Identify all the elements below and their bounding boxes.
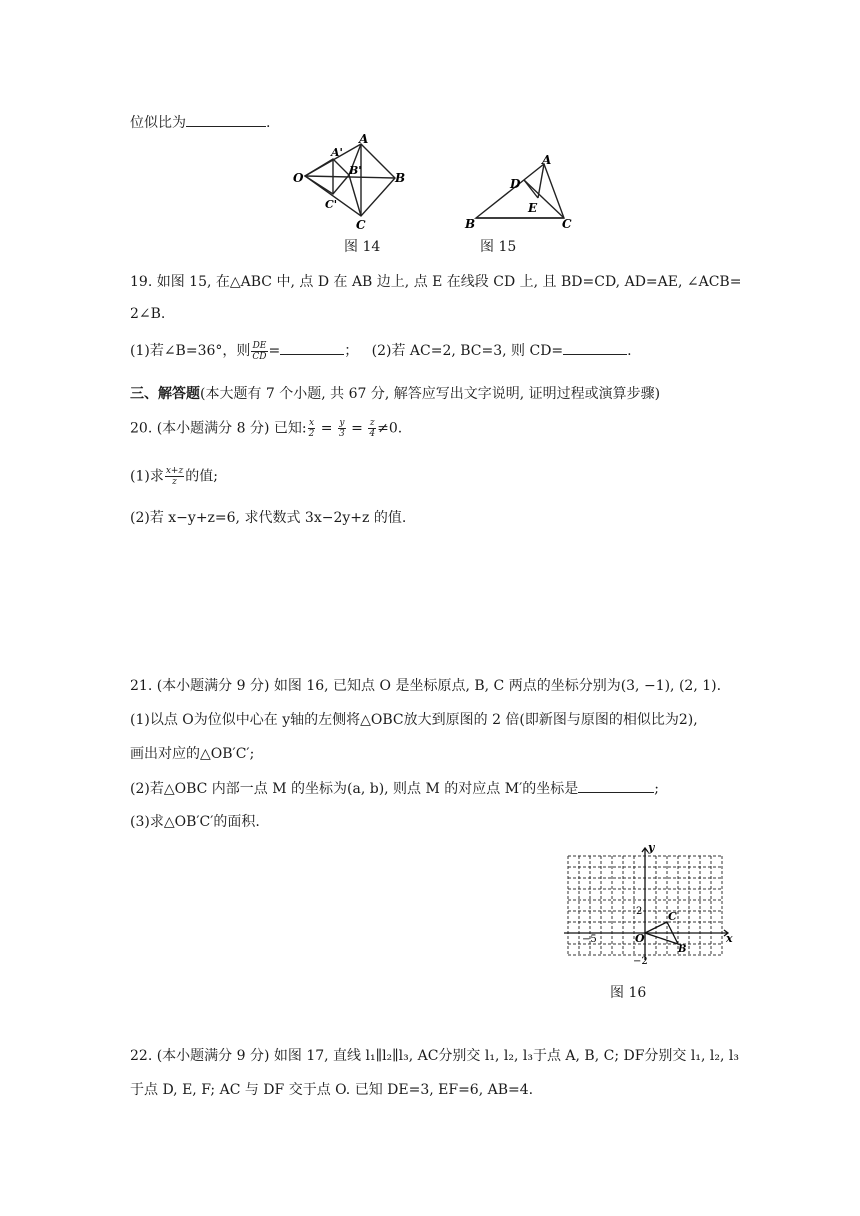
- q20-header: 20. (本小题满分 8 分) 已知: $\frac{x}{2}$ = $\frac{y}{3}$ = $\frac{z}{4}$ ≠0.: [130, 418, 403, 439]
- q20-frac3-den: 4: [369, 429, 376, 439]
- fig15-label-B: B: [465, 217, 476, 231]
- fig14-label-A: A: [359, 134, 369, 146]
- fig15-label-D: D: [510, 177, 521, 191]
- q20-part1-den: z: [172, 477, 177, 487]
- fig16-label-2: 2: [636, 906, 643, 917]
- q19-answer2-blank[interactable]: [563, 340, 627, 355]
- fig14-label-O: O: [293, 171, 304, 185]
- q20-part2: (2)若 x−y+z=6, 求代数式 3x−2y+z 的值.: [130, 510, 407, 526]
- section3-title: 三、解答题: [130, 386, 200, 402]
- q21-answer-blank[interactable]: [578, 778, 654, 793]
- q21-line2: (1)以点 O为位似中心在 y轴的左侧将△OBC放大到原图的 2 倍(即新图与原图的相似比为2),: [130, 712, 698, 728]
- fig14-label-B: B: [395, 171, 406, 185]
- q19-fraction: [251, 341, 267, 362]
- q20-part1-num: x+z: [165, 466, 184, 476]
- figure-16-grid: [560, 838, 740, 968]
- q20-header-text: 20. (本小题满分 8 分) 已知:: [130, 420, 307, 437]
- fig16-label-B: B: [678, 944, 687, 955]
- fig14-caption: 图 14: [344, 239, 381, 255]
- q19-answer1-blank[interactable]: [280, 340, 344, 355]
- q20-eq-tail: ≠0.: [377, 420, 403, 437]
- q22-line1: 22. (本小题满分 9 分) 如图 17, 直线 l₁∥l₂∥l₃, AC分别交 l₁, l₂, l₃于点 A, B, C; DF分别交 l₁, l₂, l₃: [130, 1048, 739, 1064]
- fig15-label-C: C: [562, 217, 572, 231]
- fig14-label-C1: C': [325, 198, 338, 211]
- fig14-label-B1: B': [349, 164, 362, 177]
- q20-frac2: [338, 418, 346, 439]
- q22-line2: 于点 D, E, F; AC 与 DF 交于点 O. 已知 DE=3, EF=6, AB=4.: [130, 1082, 534, 1098]
- fig16-caption: 图 16: [610, 985, 647, 1001]
- q19-part1-eq: =: [268, 343, 281, 359]
- q20-frac3-num: z: [369, 418, 375, 428]
- q18-text: 位似比为: [130, 115, 186, 131]
- q21-line4: [130, 778, 659, 799]
- fig14-label-C: C: [356, 218, 366, 232]
- fig16-label-neg5: −5: [582, 934, 597, 945]
- fig15-caption: 图 15: [480, 239, 517, 255]
- q19-frac-den: CD: [252, 351, 267, 362]
- q19-sep: ；: [344, 343, 359, 359]
- fig15-label-A: A: [542, 153, 552, 167]
- q20-frac1-num: x: [308, 418, 315, 428]
- q21-line1: 21. (本小题满分 9 分) 如图 16, 已知点 O 是坐标原点, B, C 两点的坐标分别为(3, −1), (2, 1).: [130, 678, 722, 694]
- section3-heading: [130, 384, 660, 404]
- q20-frac1: [308, 418, 316, 439]
- q20-part1-suffix: 的值;: [185, 468, 218, 485]
- q20-frac3: [368, 418, 376, 439]
- q20-frac1-den: 2: [308, 429, 315, 439]
- q19-parts: [130, 340, 632, 362]
- q19-line1: 19. 如图 15, 在△ABC 中, 点 D 在 AB 边上, 点 E 在线段 CD 上, 且 BD=CD, AD=AE, ∠ACB=: [130, 274, 742, 290]
- fig15-label-E: E: [528, 201, 538, 215]
- q20-frac2-num: y: [339, 418, 345, 428]
- fig14-label-A1: A': [331, 146, 343, 159]
- fig16-label-neg2: −2: [633, 956, 648, 967]
- q20-frac2-den: 3: [339, 429, 345, 439]
- q19-part1-prefix: (1)若∠B=36°，则: [130, 343, 251, 359]
- q20-part1-prefix: (1)求: [130, 468, 164, 485]
- q19-end: .: [627, 343, 632, 359]
- fig16-label-x: x: [726, 932, 733, 945]
- q18-answer-blank[interactable]: [186, 112, 266, 127]
- figure-15: [460, 150, 580, 232]
- q19-line2: 2∠B.: [130, 306, 166, 322]
- fig16-label-y: y: [648, 841, 655, 854]
- q21-line5: (3)求△OB′C′的面积.: [130, 814, 260, 830]
- q20-part1: [130, 466, 218, 487]
- figure-14: [285, 134, 415, 232]
- q21-line4-text: (2)若△OBC 内部一点 M 的坐标为(a, b), 则点 M 的对应点 M′的坐标是: [130, 781, 579, 797]
- q18-tail: 位似比为 .: [130, 112, 270, 133]
- fig15-triangle: [476, 164, 564, 218]
- section3-desc: (本大题有 7 个小题, 共 67 分, 解答应写出文字说明, 证明过程或演算步骤): [200, 386, 661, 402]
- q21-line4-end: ;: [654, 781, 659, 797]
- q19-frac-num: DE: [252, 340, 267, 351]
- fig16-label-C: C: [668, 910, 677, 923]
- q19-part2: (2)若 AC=2, BC=3, 则 CD=: [371, 343, 564, 359]
- q21-line3: 画出对应的△OB′C′;: [130, 746, 255, 762]
- q20-part1-frac: [165, 466, 184, 487]
- fig16-label-O: O: [635, 932, 645, 945]
